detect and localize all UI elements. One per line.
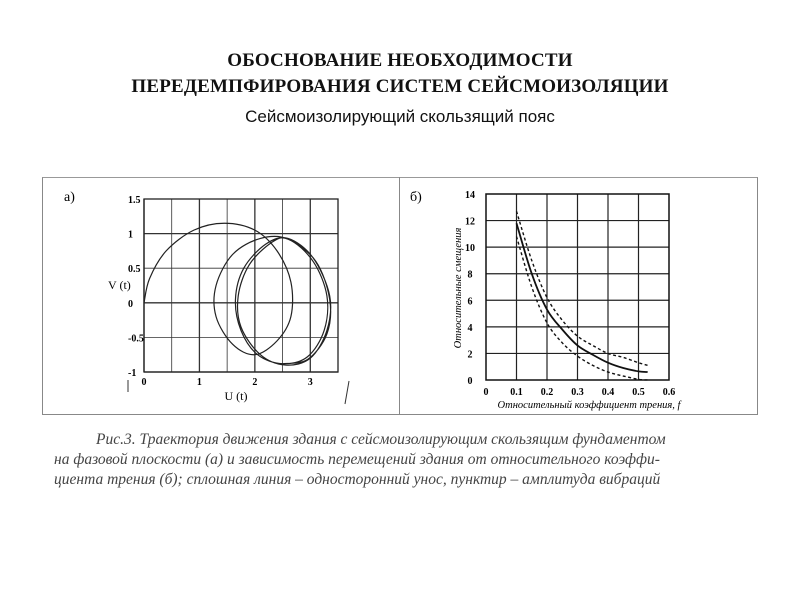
panel-a-xtick-label: 2 [252, 377, 258, 388]
panel-b-ytick-label: 6 [467, 296, 473, 308]
slide-subtitle: Сейсмоизолирующий скользящий пояс [245, 107, 555, 126]
panel-a-xlabel: U (t) [224, 389, 248, 403]
stray-mark [345, 381, 349, 404]
panel-a-ytick-label: 0.5 [128, 264, 141, 276]
panel-a-xtick-label: 0 [141, 377, 147, 388]
panel-b-xlabel: Относительный коэффициент трения, f [497, 400, 681, 411]
panel-a-xtick-label: 3 [307, 377, 313, 388]
panel-a-xtick-label: 1 [196, 377, 202, 388]
panel-a-label: а) [64, 190, 75, 205]
panel-b-solid-line [517, 223, 648, 372]
panel-b-xtick-label: 0.4 [601, 387, 615, 398]
panel-b-xtick-label: 0.2 [540, 387, 554, 398]
panel-b-xtick-label: 0.6 [662, 387, 676, 398]
panel-b-xtick-label: 0.3 [571, 387, 584, 398]
caption-line1: Рис.3. Траектория движения здания с сейсмоизолирующим скользящим фундаментом [96, 431, 666, 448]
caption-line2: на фазовой плоскости (а) и зависимость перемещений здания от относительного коэффи- [54, 451, 660, 468]
figure-caption [54, 430, 754, 490]
panel-b-ytick-label: 0 [467, 376, 473, 387]
panel-b-xtick-label: 0.5 [632, 387, 645, 398]
panel-b-ytick-label: 14 [465, 190, 475, 201]
slide-title-line1: ОБОСНОВАНИЕ НЕОБХОДИМОСТИ [227, 50, 573, 71]
panel-b-ytick-label: 8 [467, 269, 473, 281]
panel-a-ytick-label: -0.5 [128, 333, 144, 345]
panel-b-ylabel: Относительные смещения [453, 227, 464, 349]
panel-b-ytick-label: 4 [467, 322, 473, 334]
panel-a-ytick-label: -1 [128, 368, 137, 379]
caption-line3: циента трения (б); сплошная линия – односторонний унос, пунктир – амплитуда вибраций [54, 471, 661, 488]
panel-a-ytick-label: 1 [128, 229, 133, 241]
panel-b-ytick-label: 12 [465, 216, 475, 228]
panel-b-dashed-line [517, 211, 648, 365]
panel-b-xtick-label: 0.1 [510, 387, 523, 398]
panel-b-label: б) [410, 190, 422, 205]
panel-a-ylabel: V (t) [108, 278, 131, 292]
panel-b-ytick-label: 2 [467, 349, 473, 361]
panel-b-xtick-label: 0 [483, 387, 489, 398]
panel-b-dashed-line [517, 237, 648, 380]
panel-a-ytick-label: 0 [128, 298, 133, 310]
panel-a-ytick-label: 1.5 [128, 195, 141, 206]
panel-b-ytick-label: 10 [465, 243, 475, 255]
slide-title-line2: ПЕРЕДЕМПФИРОВАНИЯ СИСТЕМ СЕЙСМОИЗОЛЯЦИИ [131, 76, 669, 97]
